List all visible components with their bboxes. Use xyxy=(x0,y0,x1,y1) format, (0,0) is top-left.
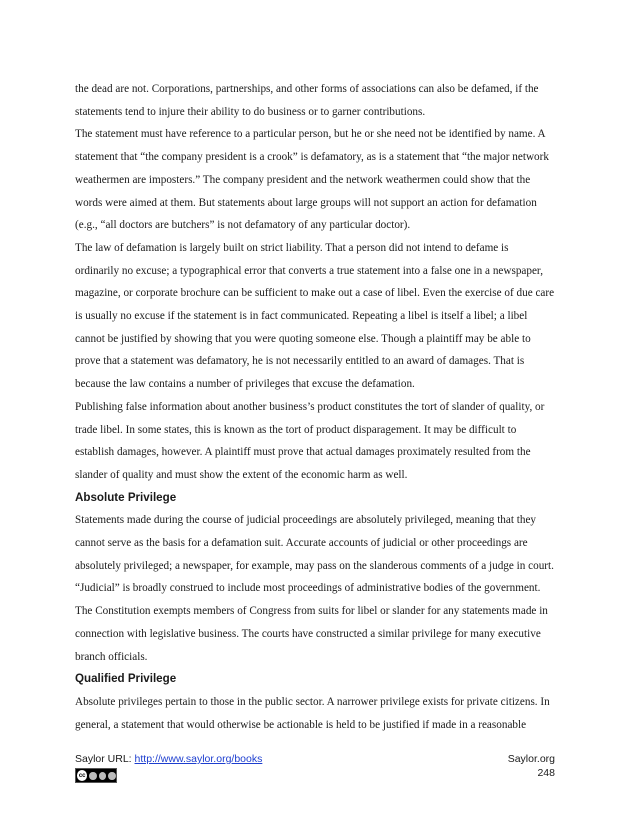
paragraph: The law of defamation is largely built on strict liability. That a person did not intend to defame is ordinarily no excuse; a typographical error that converts a true statement into a false one in a newspaper, magazine, or corporate brochure can be sufficient to make out a case of libel. Even the exercise of due care is usually no excuse if the statement is in fact communicated. Repeating a libel is itself a libel; a libel cannot be justified by showing that you were quoting someone else. Though a plaintiff may be able to prove that a statement was defamatory, he is not necessarily entitled to an award of damages. That is because the law contains a number of privileges that excuse the defamation. xyxy=(75,241,555,391)
page-body xyxy=(75,78,555,736)
paragraph: Absolute privileges pertain to those in the public sector. A narrower privilege exists for private citizens. In general, a statement that would otherwise be actionable is held to be justified if made in a reasonable xyxy=(75,695,550,731)
heading-absolute-privilege: Absolute Privilege xyxy=(75,490,177,504)
sa-icon xyxy=(108,772,116,780)
page-footer xyxy=(75,752,555,792)
footer-site: Saylor.org xyxy=(507,753,555,765)
footer-url-label: Saylor URL: xyxy=(75,753,135,765)
creative-commons-license-icon xyxy=(75,768,117,783)
heading-qualified-privilege: Qualified Privilege xyxy=(75,672,177,686)
by-icon xyxy=(89,772,97,780)
footer-source xyxy=(75,752,262,766)
page-number: 248 xyxy=(537,767,555,779)
paragraph: Publishing false information about another business’s product constitutes the tort of slander of quality, or trade libel. In some states, this is known as the tort of product disparagement. It may be difficult to establish damages, however. A plaintiff must prove that actual damages proximately resulted from the slander of quality and must show the extent of the economic harm as well. xyxy=(75,400,545,481)
cc-icon: cc xyxy=(77,770,87,781)
nc-icon xyxy=(99,772,107,780)
paragraph: Statements made during the course of judicial proceedings are absolutely privileged, meaning that they cannot serve as the basis for a defamation suit. Accurate accounts of judicial or other proceedings are absolutely privileged; a newspaper, for example, may pass on the slanderous comments of a judge in court. “Judicial” is broadly construed to include most proceedings of administrative bodies of the government. The Constitution exempts members of Congress from suits for libel or slander for any statements made in connection with legislative business. The courts have constructed a similar privilege for many executive branch officials. xyxy=(75,514,554,663)
footer-site-info xyxy=(508,752,555,780)
paragraph: The statement must have reference to a particular person, but he or she need not be identified by name. A statement that “the company president is a crook” is defamatory, as is a statement that “the major network weathermen are imposters.” The company president and the network weathermen could show that the words were aimed at them. But statements about large groups will not support an action for defamation (e.g., “all doctors are butchers” is not defamatory of any particular doctor). xyxy=(75,128,549,232)
paragraph: the dead are not. Corporations, partnerships, and other forms of associations can also be defamed, if the statements tend to injure their ability to do business or to garner contributions. xyxy=(75,83,539,118)
footer-url-link[interactable]: http://www.saylor.org/books xyxy=(134,753,263,765)
